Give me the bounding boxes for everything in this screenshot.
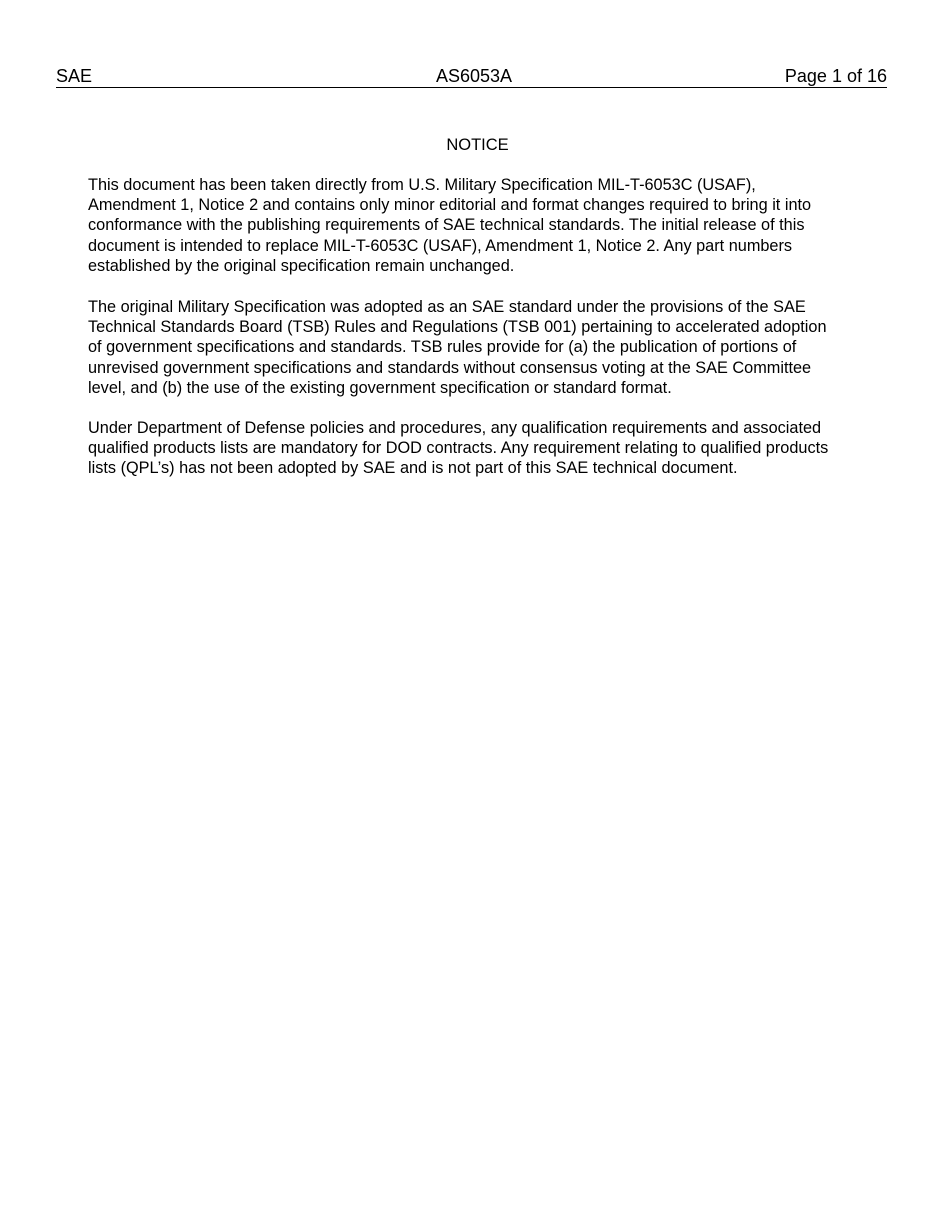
paragraph-line: lists (QPL’s) has not been adopted by SAE and is not part of this SAE technical document. [88,459,738,478]
notice-paragraph-1 [88,175,811,276]
header-organization: SAE [56,66,93,86]
notice-title: NOTICE [446,136,509,154]
header-document-number: AS6053A [436,66,513,86]
paragraph-line: This document has been taken directly from U.S. Military Specification MIL-T-6053C (USAF), [88,176,756,194]
paragraph-line: unrevised government specifications and standards without consensus voting at the SAE Committee [88,358,812,377]
paragraph-line: Under Department of Defense policies and procedures, any qualification requirements and associated [88,419,822,437]
paragraph-line: level, and (b) the use of the existing government specification or standard format. [88,378,672,397]
paragraph-line: document is intended to replace MIL-T-6053C (USAF), Amendment 1, Notice 2. Any part numbers [88,236,793,255]
paragraph-line: The original Military Specification was adopted as an SAE standard under the provisions of the SAE [88,298,806,316]
paragraph-line: established by the original specification remain unchanged. [88,256,515,275]
page-header [56,66,887,88]
notice-paragraph-3 [88,418,828,479]
paragraph-line: qualified products lists are mandatory for DOD contracts. Any requirement relating to qualified products [88,439,829,458]
header-page-number: Page 1 of 16 [784,66,887,86]
notice-paragraph-2 [88,297,827,398]
paragraph-line: Technical Standards Board (TSB) Rules and Regulations (TSB 001) pertaining to accelerated adoption [88,318,827,337]
paragraph-line: Amendment 1, Notice 2 and contains only minor editorial and format changes required to bring it into [88,196,812,215]
paragraph-line: of government specifications and standards. TSB rules provide for (a) the publication of portions of [88,338,797,357]
paragraph-line: conformance with the publishing requirements of SAE technical standards. The initial release of this [88,216,805,235]
